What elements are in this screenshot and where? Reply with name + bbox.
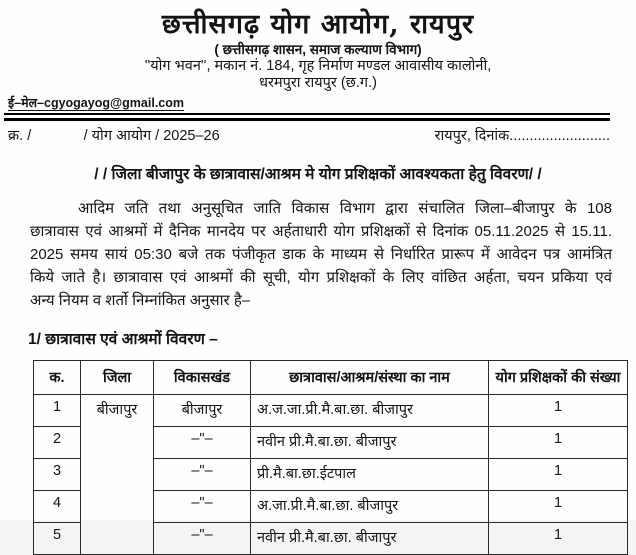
email-row xyxy=(0,92,636,111)
cell-district-merged: बीजापुर xyxy=(81,395,154,555)
cell-count: 1 xyxy=(489,459,628,491)
letterhead xyxy=(0,0,636,92)
org-address-line1: ''योग भवन'', मकान नं. 184, गृह निर्माण मण्डल आवासीय कालोनी, xyxy=(144,58,492,74)
table-header-row xyxy=(34,361,628,395)
cell-block: बीजापुर xyxy=(154,395,251,427)
cell-sno: 1 xyxy=(34,395,81,427)
org-subtitle: ( छत्तीसगढ़ शासन, समाज कल्याण विभाग) xyxy=(214,42,422,57)
cell-block: –"– xyxy=(154,491,251,523)
org-title: छत्तीसगढ़ योग आयोग, रायपुर xyxy=(161,9,475,40)
col-header-count: योग प्रशिक्षकों की संख्या xyxy=(489,361,628,395)
cell-sno: 3 xyxy=(34,459,81,491)
body-line: छात्रावास एवं आश्रमों में दैनिक मानदेय पर अर्हताधारी योग प्रशिक्षकों से दिनांक 05.11.2025 से 15.11. xyxy=(30,223,612,240)
col-header-name: छात्रावास/आश्रम/संस्था का नाम xyxy=(251,361,489,395)
body-line: किये जाते है। छात्रावास एवं आश्रमों की सूची, योग प्रशिक्षकों के लिए वांछित अर्हता, चयन प्रकिया एवं xyxy=(30,269,612,286)
body-line: 2025 समय सायं 05:30 बजे तक पंजीकृत डाक के माध्यम से निर्धारित प्रारूप में आवेदन पत्र आमंत्रित xyxy=(30,246,612,263)
hostel-list-table xyxy=(33,360,628,555)
org-address-line2: धरमपुरा रायपुर (छ.ग.) xyxy=(259,75,377,91)
cell-name: प्री.मै.बा.छा.ईटपाल xyxy=(251,459,489,491)
cell-block: –"– xyxy=(154,459,251,491)
cell-sno: 5 xyxy=(34,523,81,555)
reference-line xyxy=(8,125,610,145)
cell-count: 1 xyxy=(489,523,628,555)
section-heading: 1/ छात्रावास एवं आश्रमों विवरण – xyxy=(28,331,218,348)
place-date-line: रायपुर, दिनांक......................... xyxy=(434,128,610,144)
col-header-district: जिला xyxy=(81,361,154,395)
reference-number: क्र. / / योग आयोग / 2025–26 xyxy=(8,128,220,144)
header-divider-rule xyxy=(4,113,610,121)
cell-name: नवीन प्री.मै.बा.छा. बीजापुर xyxy=(251,523,489,555)
notice-body xyxy=(30,197,612,312)
col-header-sno: क. xyxy=(34,361,81,395)
cell-sno: 4 xyxy=(34,491,81,523)
cell-name: अ.ज.जा.प्री.मै.बा.छा. बीजापुर xyxy=(251,395,489,427)
col-header-block: विकासखंड xyxy=(154,361,251,395)
notice-heading: / / जिला बीजापुर के छात्रावास/आश्रम मे योग प्रशिक्षकों आवश्यकता हेतु विवरण/ / xyxy=(94,166,542,183)
cell-name: अ.जा.प्री.मै.बा.छा. बीजापुर xyxy=(251,491,489,523)
body-line: अन्य नियम व शर्तो निम्नांकित अनुसार है– xyxy=(30,292,251,309)
email-address: ई–मेल–cgyogayog@gmail.com xyxy=(8,96,184,110)
body-line: आदिम जति तथा अनुसूचित जाति विकास विभाग द्वारा संचालित जिला–बीजापुर के 108 xyxy=(78,200,612,217)
cell-block: –"– xyxy=(154,523,251,555)
cell-count: 1 xyxy=(489,427,628,459)
table-row xyxy=(34,395,628,427)
cell-count: 1 xyxy=(489,395,628,427)
cell-count: 1 xyxy=(489,491,628,523)
cell-sno: 2 xyxy=(34,427,81,459)
cell-block: –"– xyxy=(154,427,251,459)
cell-name: नवीन प्री.मै.बा.छा. बीजापुर xyxy=(251,427,489,459)
